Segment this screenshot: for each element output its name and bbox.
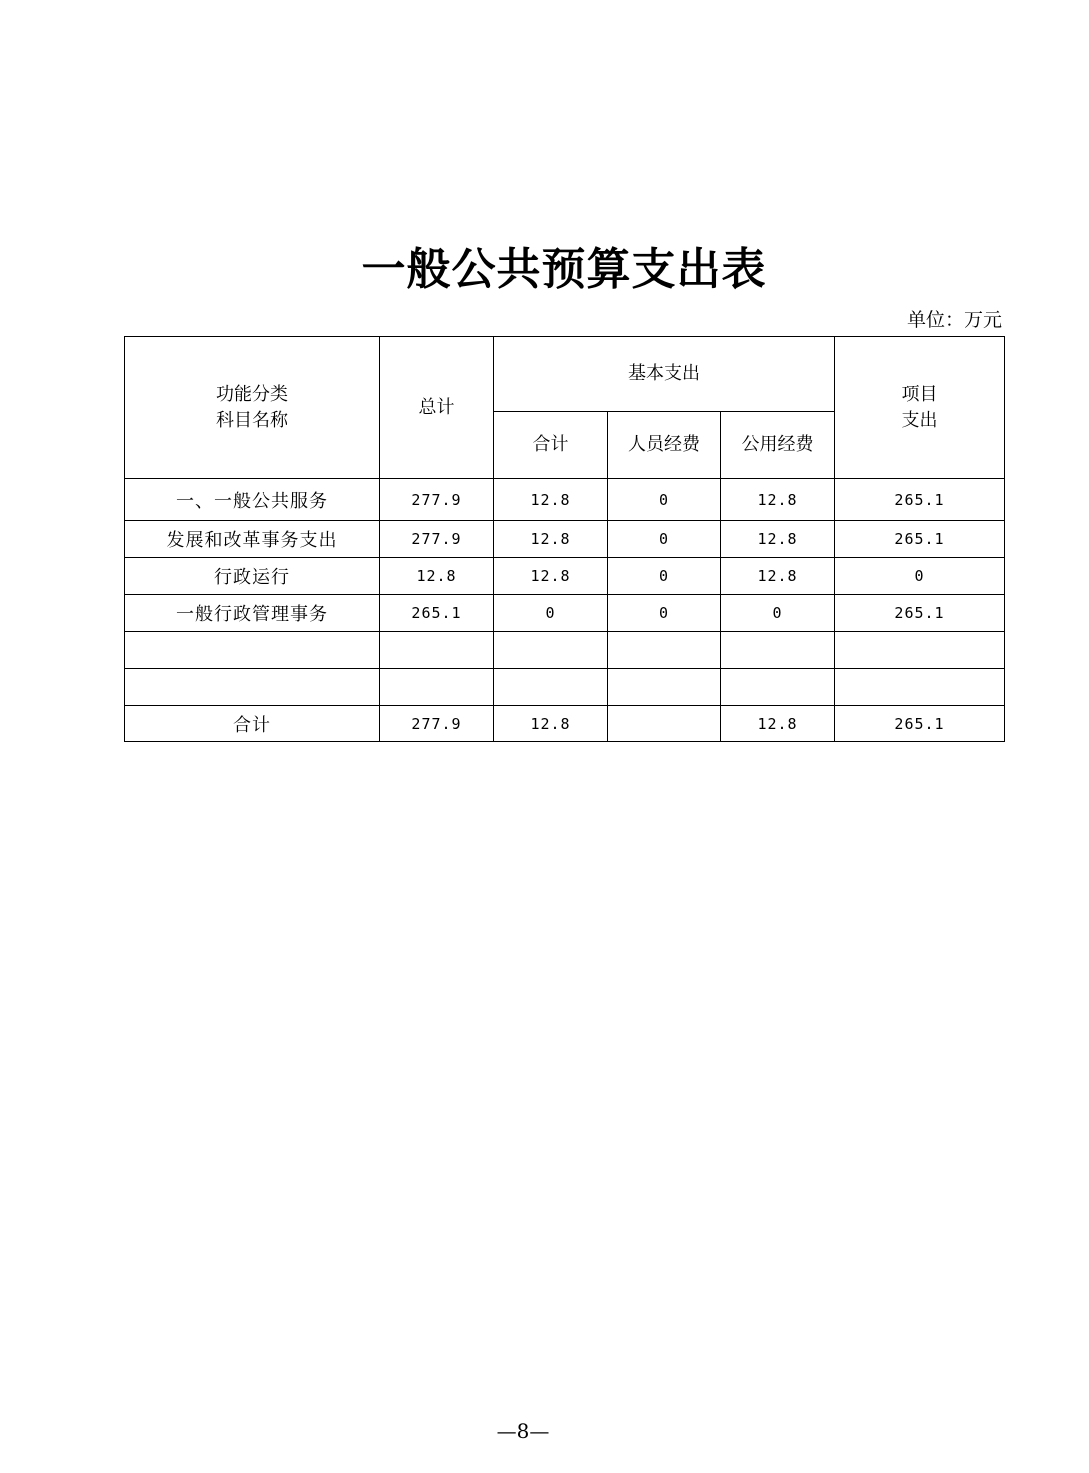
row-total	[380, 632, 494, 669]
page-number: —8—	[496, 1419, 550, 1443]
total-row-total: 277.9	[380, 706, 494, 742]
row-public	[721, 632, 835, 669]
row-public: 0	[721, 595, 835, 632]
row-personnel: 0	[608, 595, 721, 632]
row-name: 发展和改革事务支出	[125, 521, 380, 558]
row-personnel: 0	[608, 521, 721, 558]
row-personnel	[608, 632, 721, 669]
table-row	[125, 558, 1005, 595]
row-project: 265.1	[835, 479, 1005, 521]
row-public: 12.8	[721, 558, 835, 595]
header-function-name: 功能分类 科目名称	[125, 337, 380, 479]
row-subtotal: 12.8	[494, 558, 608, 595]
total-row-project: 265.1	[835, 706, 1005, 742]
table-row-empty	[125, 669, 1005, 706]
table-row	[125, 479, 1005, 521]
row-name: 一、一般公共服务	[125, 479, 380, 521]
row-public: 12.8	[721, 521, 835, 558]
row-project: 265.1	[835, 521, 1005, 558]
row-subtotal	[494, 669, 608, 706]
row-name	[125, 669, 380, 706]
row-name: 一般行政管理事务	[125, 595, 380, 632]
row-total: 277.9	[380, 521, 494, 558]
unit-note: 单位：万元	[906, 309, 1002, 331]
row-subtotal: 12.8	[494, 521, 608, 558]
header-public: 公用经费	[721, 412, 835, 479]
table-total-row	[125, 706, 1005, 742]
row-total: 12.8	[380, 558, 494, 595]
header-subtotal: 合计	[494, 412, 608, 479]
row-total: 277.9	[380, 479, 494, 521]
row-project	[835, 669, 1005, 706]
total-row-name: 合计	[125, 706, 380, 742]
row-public: 12.8	[721, 479, 835, 521]
header-total: 总计	[380, 337, 494, 479]
row-project: 265.1	[835, 595, 1005, 632]
page-title: 一般公共预算支出表	[361, 244, 767, 295]
table-row	[125, 595, 1005, 632]
row-public	[721, 669, 835, 706]
header-project-expense: 项目 支出	[835, 337, 1005, 479]
row-personnel: 0	[608, 479, 721, 521]
table-row	[125, 521, 1005, 558]
budget-table	[124, 336, 1005, 742]
total-row-personnel	[608, 706, 721, 742]
row-subtotal: 0	[494, 595, 608, 632]
header-basic-expense: 基本支出	[494, 337, 835, 412]
row-project	[835, 632, 1005, 669]
total-row-public: 12.8	[721, 706, 835, 742]
row-subtotal: 12.8	[494, 479, 608, 521]
row-personnel	[608, 669, 721, 706]
table-row-empty	[125, 632, 1005, 669]
total-row-subtotal: 12.8	[494, 706, 608, 742]
row-name: 行政运行	[125, 558, 380, 595]
row-personnel: 0	[608, 558, 721, 595]
row-name	[125, 632, 380, 669]
row-project: 0	[835, 558, 1005, 595]
row-subtotal	[494, 632, 608, 669]
row-total	[380, 669, 494, 706]
row-total: 265.1	[380, 595, 494, 632]
header-personnel: 人员经费	[608, 412, 721, 479]
